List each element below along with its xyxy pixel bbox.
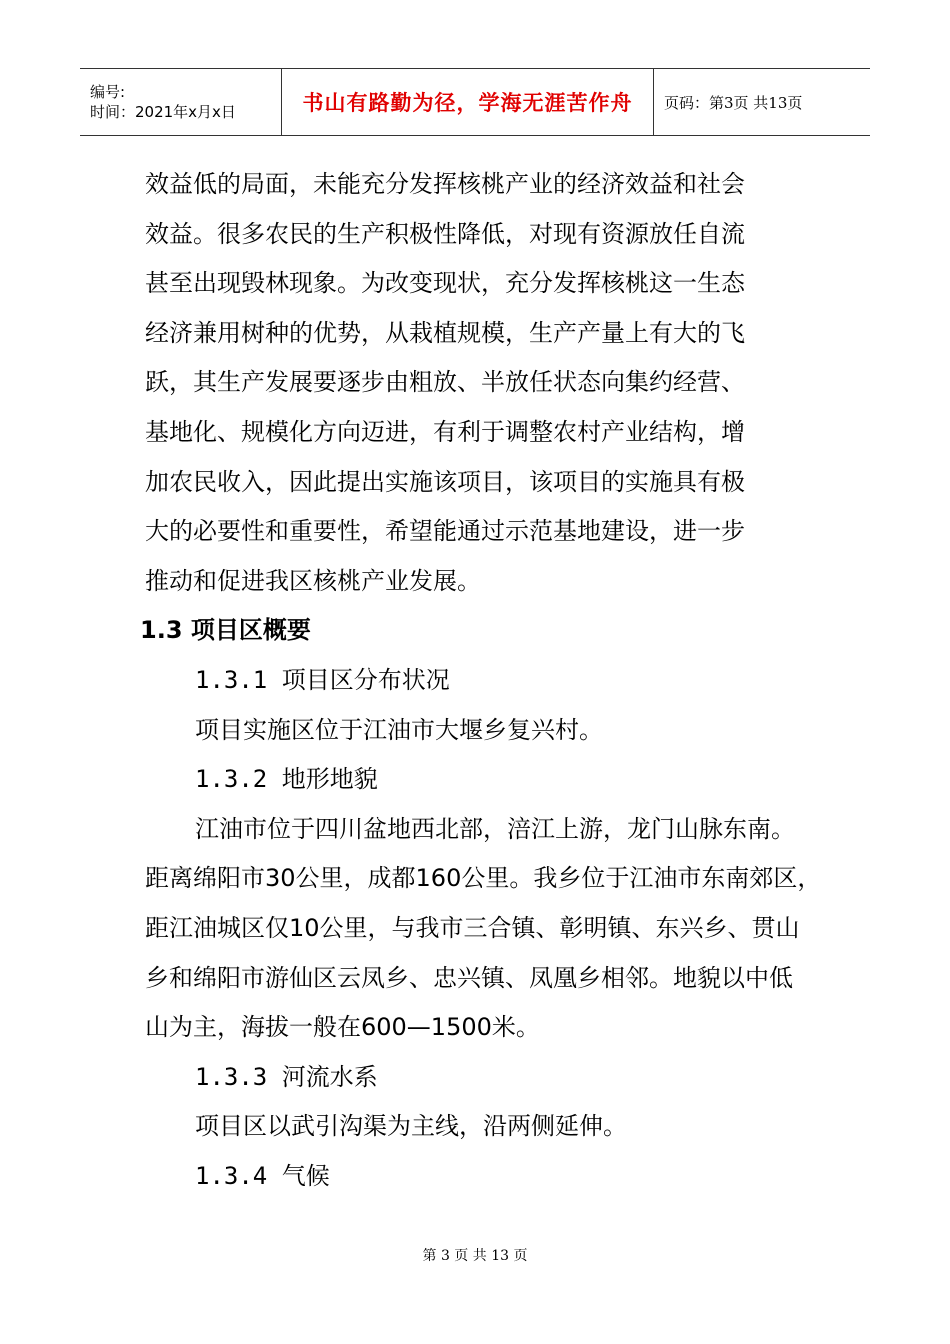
page-header [80, 68, 870, 136]
header-meta [80, 69, 282, 135]
subsection-heading-1-3-4 [145, 1152, 825, 1202]
body-line: 江油市位于四川盆地西北部，涪江上游，龙门山脉东南。 [195, 814, 795, 843]
subsection-heading-1-3-1 [145, 656, 825, 706]
document-body [140, 160, 825, 1201]
body-line: 效益低的局面，未能充分发挥核桃产业的经济效益和社会 [145, 170, 745, 198]
body-line: 加农民收入，因此提出实施该项目，该项目的实施具有极 [145, 467, 745, 496]
header-motto: 书山有路勤为径，学海无涯苦作舟 [282, 69, 654, 135]
header-time-label: 时间：2021年x月x日 [90, 103, 236, 121]
subsection-heading-text: 1.3.2 地形地貌 [195, 765, 378, 794]
section-heading-1-3: 1.3 项目区概要 [140, 616, 311, 645]
body-line: 效益。很多农民的生产积极性降低，对现有资源放任自流 [145, 219, 745, 248]
body-line: 距离绵阳市30公里，成都160公里。我乡位于江油市东南郊区， [145, 864, 822, 893]
subsection-heading-text: 1.3.4 气候 [195, 1161, 330, 1190]
subsection-heading-text: 1.3.3 河流水系 [195, 1062, 378, 1091]
header-number-label: 编号: [90, 83, 126, 101]
body-line: 甚至出现毁林现象。为改变现状，充分发挥核桃这一生态 [145, 269, 745, 298]
body-line: 经济兼用树种的优势，从栽植规模，生产产量上有大的飞 [145, 318, 745, 347]
body-line: 距江油城区仅10公里，与我市三合镇、彰明镇、东兴乡、贯山 [145, 913, 800, 942]
body-line: 基地化、规模化方向迈进，有利于调整农村产业结构，增 [145, 417, 745, 446]
body-line: 推动和促进我区核桃产业发展。 [145, 566, 481, 595]
header-page-info: 页码：第3页 共13页 [664, 93, 803, 112]
subsection-heading-text: 1.3.1 项目区分布状况 [195, 665, 450, 694]
body-line: 山为主，海拔一般在600—1500米。 [145, 1013, 540, 1042]
page-footer: 第 3 页 共 13 页 [422, 1248, 528, 1264]
subsection-heading-1-3-3 [145, 1053, 825, 1103]
body-line: 乡和绵阳市游仙区云凤乡、忠兴镇、凤凰乡相邻。地貌以中低 [145, 963, 793, 992]
body-line: 项目实施区位于江油市大堰乡复兴村。 [195, 715, 603, 744]
body-line: 项目区以武引沟渠为主线，沿两侧延伸。 [195, 1112, 627, 1141]
subsection-heading-1-3-2 [145, 755, 825, 805]
body-line: 跃，其生产发展要逐步由粗放、半放任状态向集约经营、 [145, 368, 745, 397]
body-line: 大的必要性和重要性，希望能通过示范基地建设，进一步 [145, 517, 745, 546]
